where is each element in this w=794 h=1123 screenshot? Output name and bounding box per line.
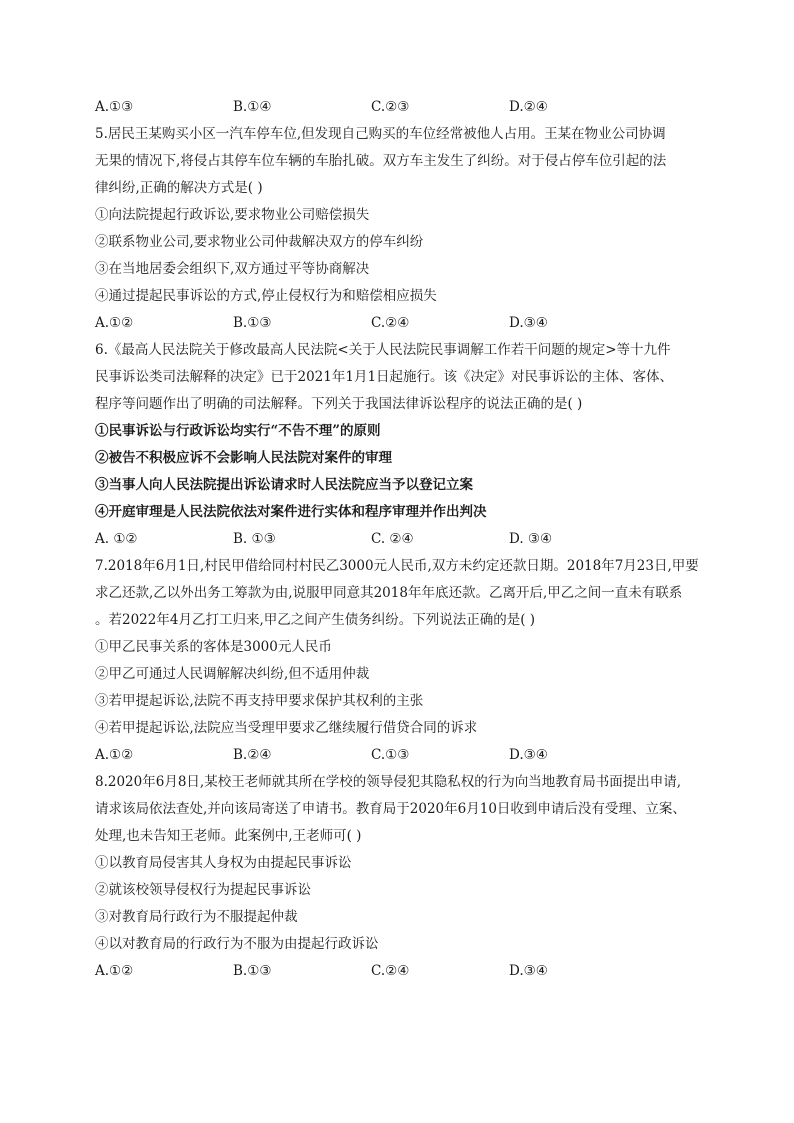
q8-option-d: D.③④ bbox=[509, 963, 548, 979]
question-5 bbox=[95, 121, 705, 337]
q5-item-1: ①向法院提起行政诉讼,要求物业公司赔偿损失 bbox=[95, 207, 370, 223]
q6-item-4: ④开庭审理是人民法院依法对案件进行实体和程序审理并作出判决 bbox=[95, 504, 487, 520]
q6-stem-line-3: 程序等问题作出了明确的司法解释。下列关于我国法律诉讼程序的说法正确的是( ) bbox=[95, 396, 583, 412]
q6-options bbox=[95, 526, 705, 553]
q7-item-3: ③若甲提起诉讼,法院不再支持甲要求保护其权利的主张 bbox=[95, 693, 424, 709]
q6-option-d: D. ③④ bbox=[509, 531, 553, 547]
q6-item-1: ①民事诉讼与行政诉讼均实行“不告不理”的原则 bbox=[95, 423, 381, 439]
q8-item-2: ②就该校领导侵权行为提起民事诉讼 bbox=[95, 882, 311, 898]
q8-stem-line-3: 处理,也未告知王老师。此案例中,王老师可( ) bbox=[95, 828, 362, 844]
exam-page bbox=[95, 94, 705, 985]
q7-item-1: ①甲乙民事关系的客体是3000元人民币 bbox=[95, 639, 332, 655]
q5-item-2: ②联系物业公司,要求物业公司仲裁解决双方的停车纠纷 bbox=[95, 234, 424, 250]
q7-option-d: D.③④ bbox=[509, 747, 548, 763]
q5-stem-line-1: 5.居民王某购买小区一汽车停车位,但发现自己购买的车位经常被他人占用。王某在物业公司协调 bbox=[95, 126, 666, 142]
q4-option-b: B.①④ bbox=[233, 99, 272, 115]
q4-options bbox=[95, 94, 705, 121]
q5-item-3: ③在当地居委会组织下,双方通过平等协商解决 bbox=[95, 261, 370, 277]
q4-option-a: A.①③ bbox=[95, 99, 134, 115]
q6-stem-line-2: 民事诉讼类司法解释的决定》已于2021年1月1日起施行。该《决定》对民事诉讼的主体、客体、 bbox=[95, 369, 674, 385]
q8-stem-line-2: 请求该局依法查处,并向该局寄送了申请书。教育局于2020年6月10日收到申请后没有受理、立案、 bbox=[95, 801, 686, 817]
q5-options bbox=[95, 310, 705, 337]
question-8 bbox=[95, 769, 705, 985]
q8-item-4: ④以对教育局的行政行为不服为由提起行政诉讼 bbox=[95, 936, 379, 952]
q8-stem-line-1: 8.2020年6月8日,某校王老师就其所在学校的领导侵犯其隐私权的行为向当地教育局书面提出申请, bbox=[95, 774, 681, 790]
q4-option-d: D.②④ bbox=[509, 99, 548, 115]
question-6 bbox=[95, 337, 705, 553]
q5-option-c: C.②④ bbox=[371, 315, 410, 331]
q7-stem-line-1: 7.2018年6月1日,村民甲借给同村村民乙3000元人民币,双方未约定还款日期。2018年7月23日,甲要 bbox=[95, 558, 699, 574]
q8-option-c: C.②④ bbox=[371, 963, 410, 979]
q7-option-c: C.①③ bbox=[371, 747, 410, 763]
q7-stem-line-3: 。若2022年4月乙打工归来,甲乙之间产生债务纠纷。下列说法正确的是( ) bbox=[95, 612, 536, 628]
q5-option-d: D.③④ bbox=[509, 315, 548, 331]
q8-option-a: A.①② bbox=[95, 963, 134, 979]
q6-option-b: B. ①③ bbox=[233, 531, 276, 547]
q5-stem-line-2: 无果的情况下,将侵占其停车位车辆的车胎扎破。双方车主发生了纠纷。对于侵占停车位引起的法 bbox=[95, 153, 667, 169]
q5-stem-line-3: 律纠纷,正确的解决方式是( ) bbox=[95, 180, 263, 196]
q7-item-4: ④若甲提起诉讼,法院应当受理甲要求乙继续履行借贷合同的诉求 bbox=[95, 720, 478, 736]
q6-option-a: A. ①② bbox=[95, 531, 138, 547]
q8-options bbox=[95, 958, 705, 985]
q6-stem-line-1: 6.《最高人民法院关于修改最高人民法院<关于人民法院民事调解工作若干问题的规定>等十九件 bbox=[95, 342, 671, 358]
q7-option-b: B.②④ bbox=[233, 747, 272, 763]
q7-stem-line-2: 求乙还款,乙以外出务工筹款为由,说服甲同意其2018年年底还款。乙离开后,甲乙之间一直未有联系 bbox=[95, 585, 683, 601]
q8-option-b: B.①③ bbox=[233, 963, 272, 979]
q5-item-4: ④通过提起民事诉讼的方式,停止侵权行为和赔偿相应损失 bbox=[95, 288, 437, 304]
q8-item-1: ①以教育局侵害其人身权为由提起民事诉讼 bbox=[95, 855, 352, 871]
q8-item-3: ③对教育局行政行为不服提起仲裁 bbox=[95, 909, 298, 925]
q5-option-b: B.①③ bbox=[233, 315, 272, 331]
q6-item-2: ②被告不积极应诉不会影响人民法院对案件的审理 bbox=[95, 450, 392, 466]
q5-option-a: A.①② bbox=[95, 315, 134, 331]
q7-options bbox=[95, 742, 705, 769]
q6-item-3: ③当事人向人民法院提出诉讼请求时人民法院应当予以登记立案 bbox=[95, 477, 473, 493]
q7-item-2: ②甲乙可通过人民调解解决纠纷,但不适用仲裁 bbox=[95, 666, 370, 682]
q7-option-a: A.①② bbox=[95, 747, 134, 763]
q6-option-c: C. ②④ bbox=[371, 531, 414, 547]
question-7 bbox=[95, 553, 705, 769]
q4-option-c: C.②③ bbox=[371, 99, 410, 115]
